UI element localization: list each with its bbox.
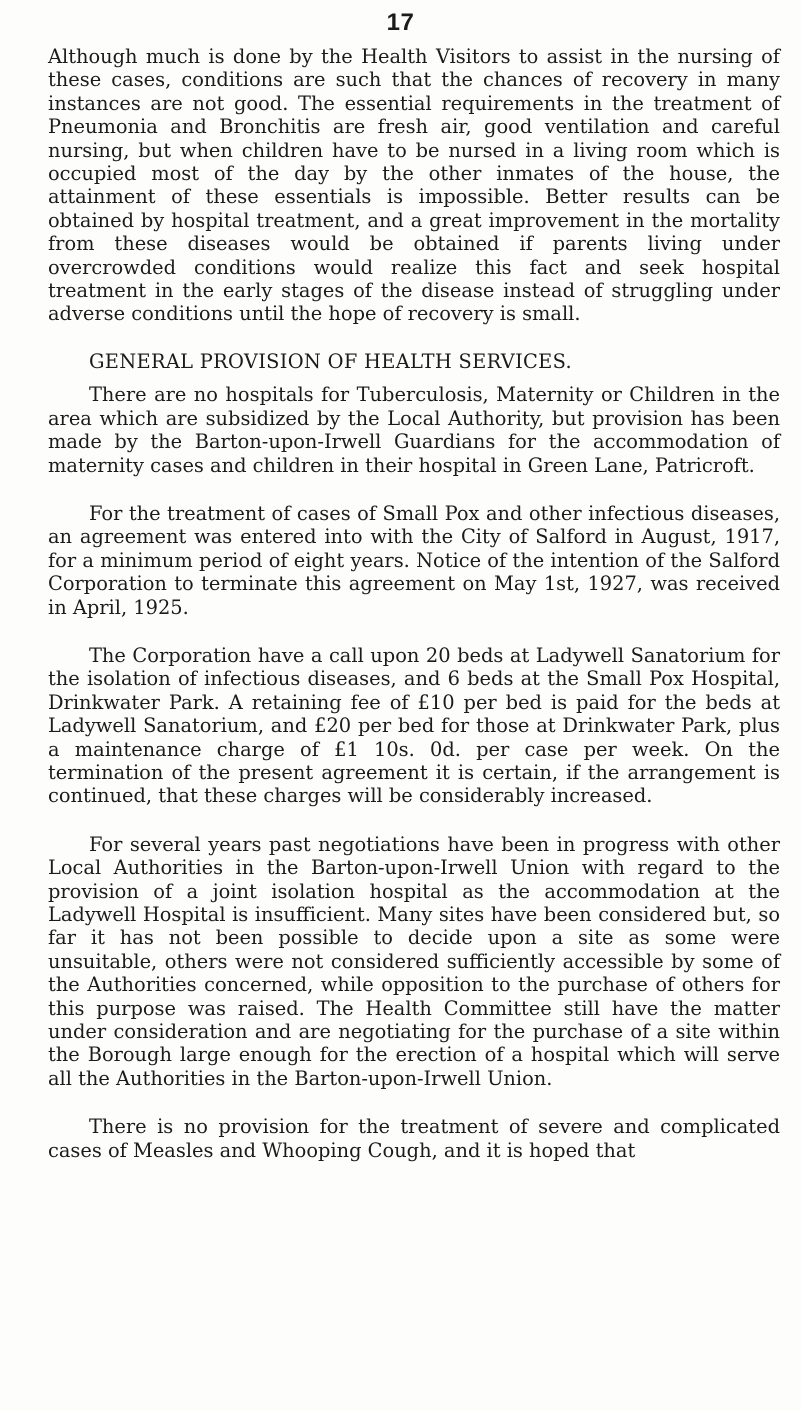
paragraph-hospitals: There are no hospitals for Tuberculosis, Maternity or Children in the area which are subsidized by the Local Authority, but provision has been made by the Barton-upon-Irwell Guardians for the accommodation of maternity cases and children in their hospital in Green Lane, Patricroft. <box>48 383 780 477</box>
paragraph-pneumonia-nursing: Although much is done by the Health Visitors to assist in the nursing of these cases, conditions are such that the chances of recovery in many instances are not good. The essential requirements in the treatment of Pneumonia and Bronchitis are fresh air, good ventilation and careful nursing, but when children have to be nursed in a living room which is occupied most of the day by the other inmates of the house, the attainment of these essentials is impossible. Better results can be obtained by hospital treatment, and a great improvement in the mortality from these diseases would be obtained if parents living under overcrowded conditions would realize this fact and seek hospital treatment in the early stages of the disease instead of struggling under adverse conditions until the hope of recovery is small. <box>48 45 780 326</box>
paragraph-measles: There is no provision for the treatment of severe and complicated cases of Measles and Whooping Cough, and it is hoped that <box>48 1115 780 1162</box>
paragraph-beds-charges: The Corporation have a call upon 20 beds at Ladywell Sanatorium for the isolation of infectious diseases, and 6 beds at the Small Pox Hospital, Drinkwater Park. A retaining fee of £10 per bed is paid for the beds at Ladywell Sanatorium, and £20 per bed for those at Drinkwater Park, plus a maintenance charge of £1 10s. 0d. per case per week. On the termination of the present agreement it is certain, if the arrangement is continued, that these charges will be considerably increased. <box>48 643 780 808</box>
paragraph-salford-agreement: For the treatment of cases of Small Pox and other infectious diseases, an agreement was entered into with the City of Salford in August, 1917, for a minimum period of eight years. Notice of the intention of the Salford Corporation to terminate this agreement on May 1st, 1927, was received in April, 1925. <box>48 501 780 619</box>
paragraph-joint-hospital: For several years past negotiations have been in progress with other Local Authorities in the Barton-upon-Irwell Union with regard to the provision of a joint isolation hospital as the accommodation at the Ladywell Hospital is insufficient. Many sites have been considered but, so far it has not been possible to decide upon a site as some were unsuitable, others were not considered sufficiently accessible by some of the Authorities concerned, while opposition to the purchase of others for this purpose was raised. The Health Committee still have the matter under consideration and are negotiating for the purchase of a site within the Borough large enough for the erection of a hospital which will serve all the Authorities in the Barton-upon-Irwell Union. <box>48 832 780 1090</box>
page-number: 17 <box>386 9 415 36</box>
body-text <box>48 45 780 1162</box>
section-heading: GENERAL PROVISION OF HEALTH SERVICES. <box>89 349 572 373</box>
